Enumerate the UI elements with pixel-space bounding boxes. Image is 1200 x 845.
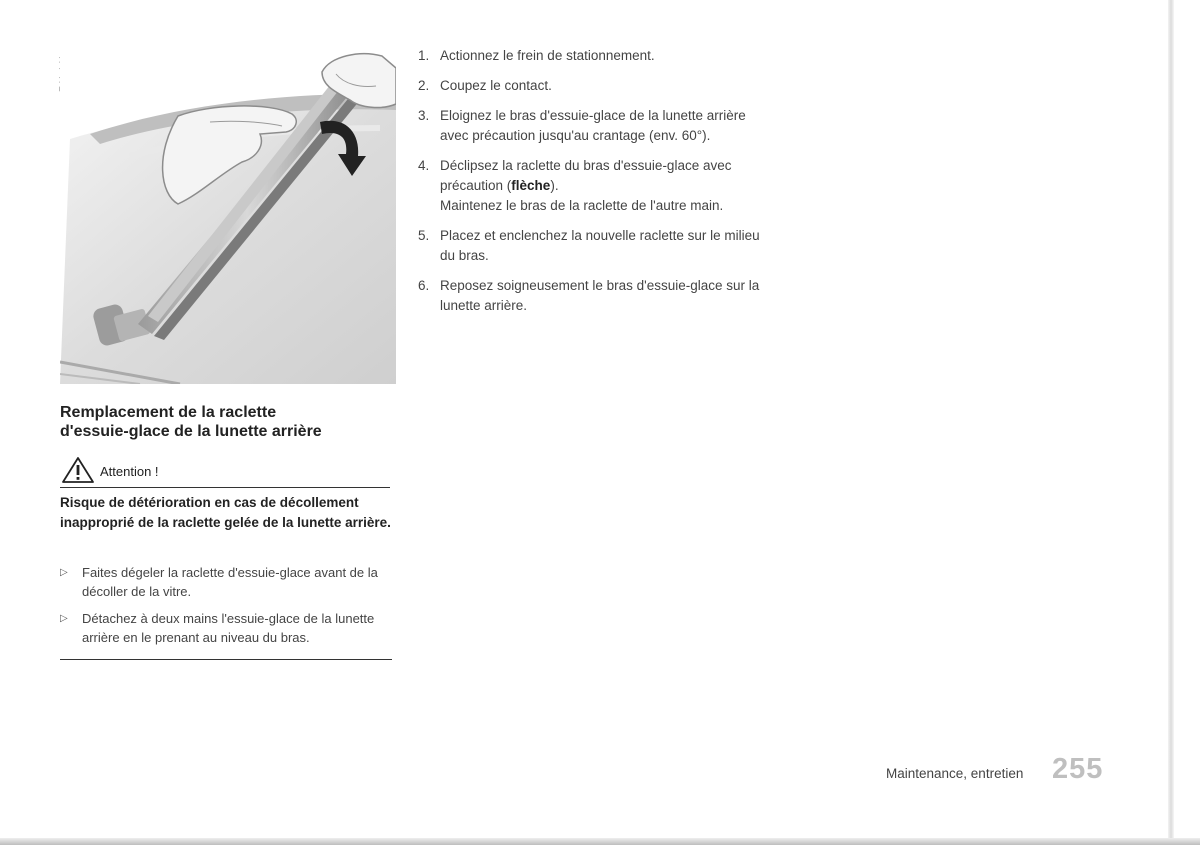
page-edge-right	[1168, 0, 1174, 845]
section-title	[60, 403, 390, 441]
step-note: Maintenez le bras de la raclette de l'autre main.	[440, 198, 724, 213]
step-item	[415, 46, 760, 66]
step-number: 1.	[418, 48, 430, 63]
step-item	[415, 276, 760, 316]
page-edge-bottom	[0, 838, 1200, 845]
step-item	[415, 226, 760, 266]
step-text: Reposez soigneusement le bras d'essuie-glace sur la lunette arrière.	[440, 278, 760, 313]
warning-bullet-text: Faites dégeler la raclette d'essuie-glace avant de la décoller de la vitre.	[82, 565, 378, 599]
warning-triangle-icon	[60, 455, 96, 485]
footer-section-name: Maintenance, entretien	[886, 766, 1024, 781]
step-number: 3.	[418, 108, 430, 123]
step-number: 2.	[418, 78, 430, 93]
warning-bottom-rule	[60, 659, 392, 660]
warning-bullet-item	[60, 563, 395, 601]
section-title-line1: Remplacement de la raclette	[60, 404, 277, 421]
step-number: 6.	[418, 278, 430, 293]
wiper-replacement-illustration	[60, 44, 396, 384]
step-text-after: ).	[550, 178, 559, 193]
step-text: Placez et enclenchez la nouvelle raclette sur le milieu du bras.	[440, 228, 760, 263]
step-text: Actionnez le frein de stationnement.	[440, 48, 655, 63]
step-text	[440, 156, 760, 196]
warning-risk-text: Risque de détérioration en cas de décollement inapproprié de la raclette gelée de la lunette arrière.	[60, 495, 391, 530]
warning-bullet-list	[60, 563, 395, 655]
page-number: 255	[1052, 753, 1104, 785]
section-title-line2: d'essuie-glace de la lunette arrière	[60, 423, 322, 440]
step-item	[415, 106, 760, 146]
attention-header	[60, 455, 390, 488]
arrow-reference: flèche	[511, 178, 551, 193]
step-text-before: Déclipsez la raclette du bras d'essuie-glace avec précaution (	[440, 158, 732, 193]
step-number: 4.	[418, 158, 430, 173]
triangle-bullet-icon: ▷	[60, 613, 68, 624]
step-item	[415, 76, 760, 96]
triangle-bullet-icon: ▷	[60, 567, 68, 578]
step-text: Coupez le contact.	[440, 78, 552, 93]
attention-label: Attention !	[100, 464, 159, 479]
step-text: Eloignez le bras d'essuie-glace de la lunette arrière avec précaution jusqu'au crantage (env. 60°).	[440, 108, 746, 143]
warning-bullet-text: Détachez à deux mains l'essuie-glace de la lunette arrière en le prenant au niveau du bras.	[82, 611, 375, 645]
step-number: 5.	[418, 228, 430, 243]
step-item	[415, 156, 760, 216]
instruction-steps	[415, 46, 760, 326]
warning-bullet-item	[60, 609, 395, 647]
